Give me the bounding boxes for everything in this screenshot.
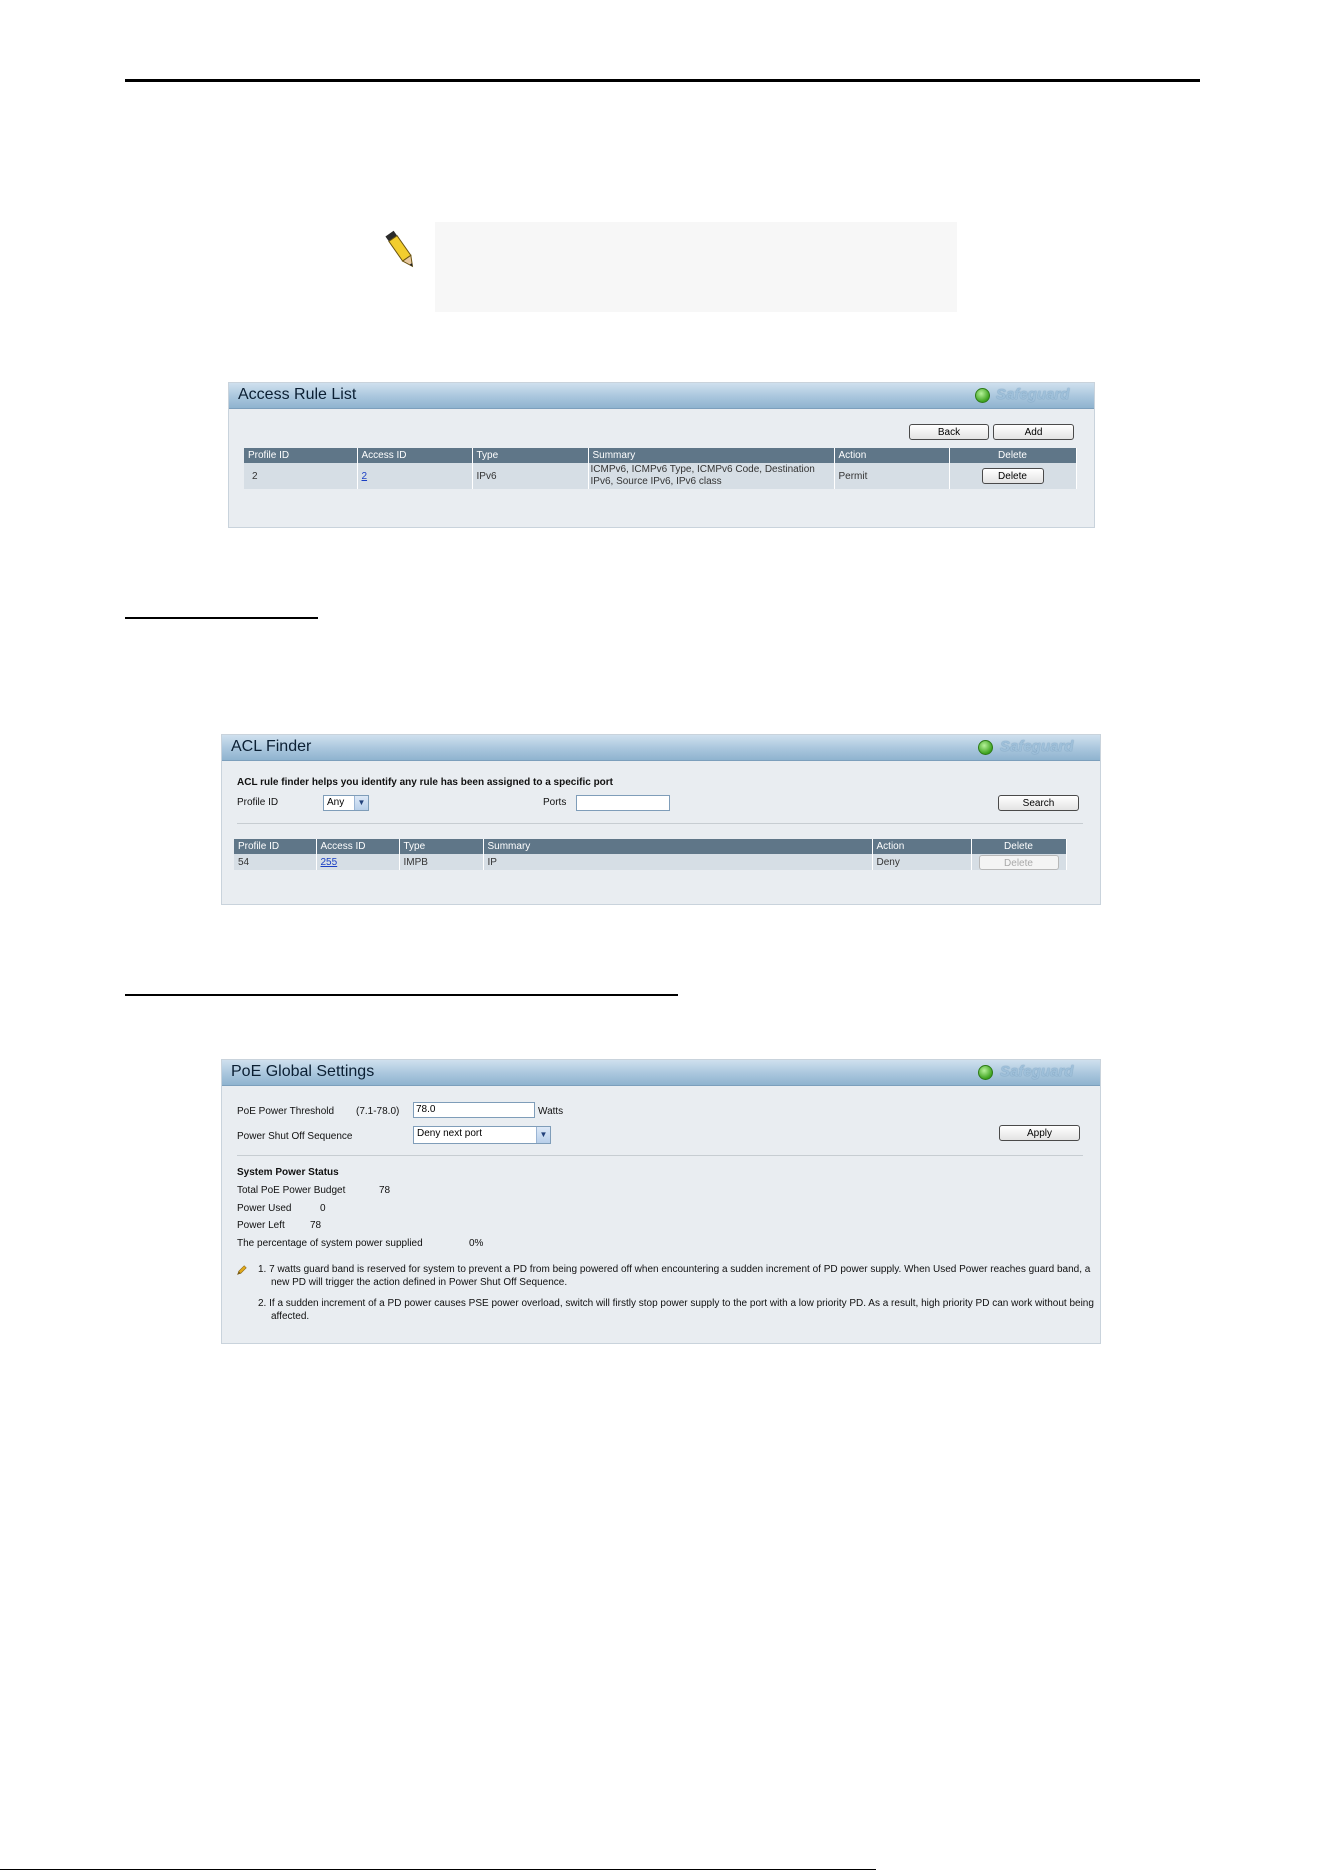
- back-button[interactable]: Back: [909, 424, 989, 440]
- cell-type: IMPB: [399, 854, 483, 870]
- table-row: [234, 854, 1066, 870]
- cell-action: Permit: [834, 463, 949, 489]
- safeguard-status-icon: [978, 1065, 993, 1080]
- col-delete: Delete: [971, 839, 1066, 854]
- pencil-icon: [383, 228, 419, 272]
- col-summary: Summary: [483, 839, 872, 854]
- threshold-label: PoE Power Threshold: [237, 1106, 335, 1117]
- cell-summary: ICMPv6, ICMPv6 Type, ICMPv6 Code, Destination IPv6, Source IPv6, IPv6 class: [588, 463, 834, 489]
- left-label: Power Left: [237, 1220, 285, 1231]
- col-type: Type: [472, 448, 588, 463]
- pencil-icon: [235, 1265, 247, 1277]
- safeguard-label: Safeguard: [1000, 1063, 1074, 1080]
- col-profile-id: Profile ID: [244, 448, 357, 463]
- profile-id-select[interactable]: [323, 795, 369, 811]
- threshold-unit: Watts: [538, 1106, 564, 1117]
- delete-button[interactable]: Delete: [982, 468, 1044, 484]
- acl-finder-panel: [221, 734, 1101, 905]
- panel-title: Access Rule List: [238, 386, 357, 403]
- budget-label: Total PoE Power Budget: [237, 1185, 346, 1196]
- section-underline: [125, 617, 318, 619]
- threshold-range: (7.1-78.0): [356, 1106, 400, 1117]
- col-action: Action: [834, 448, 949, 463]
- col-action: Action: [872, 839, 971, 854]
- profile-id-value: Any: [327, 797, 345, 808]
- col-summary: Summary: [588, 448, 834, 463]
- status-heading: System Power Status: [237, 1167, 339, 1178]
- table-row: [244, 463, 1076, 489]
- panel-header: [229, 383, 1094, 409]
- add-button[interactable]: Add: [993, 424, 1074, 440]
- col-profile-id: Profile ID: [234, 839, 316, 854]
- cell-profile-id: 2: [244, 463, 357, 489]
- budget-value: 78: [379, 1185, 391, 1196]
- access-rule-list-panel: [228, 382, 1095, 528]
- page-top-rule: [125, 79, 1200, 82]
- col-type: Type: [399, 839, 483, 854]
- percent-value: 0%: [469, 1238, 484, 1249]
- note-1: 1. 7 watts guard band is reserved for system to prevent a PD from being powered off when encountering a sudden increment of PD power supply. When Used Power reaches guard band, a new PD will trigger the action defined in Power Shut Off Sequence.: [258, 1264, 1091, 1288]
- threshold-input[interactable]: 78.0: [413, 1102, 535, 1118]
- col-delete: Delete: [949, 448, 1076, 463]
- col-access-id: Access ID: [357, 448, 472, 463]
- panel-title: PoE Global Settings: [231, 1063, 375, 1080]
- poe-global-settings-panel: [221, 1059, 1101, 1344]
- table-header-row: [244, 448, 1076, 463]
- chevron-down-icon: ▼: [536, 1127, 550, 1143]
- apply-button[interactable]: Apply: [999, 1125, 1080, 1141]
- divider: [237, 1155, 1083, 1156]
- profile-id-label: Profile ID: [237, 797, 279, 808]
- finder-description: ACL rule finder helps you identify any rule has been assigned to a specific port: [237, 777, 614, 788]
- access-rule-table: [244, 448, 1077, 489]
- shutoff-label: Power Shut Off Sequence: [237, 1131, 353, 1142]
- ports-input[interactable]: [576, 795, 670, 811]
- divider: [237, 823, 1083, 824]
- safeguard-status-icon: [975, 388, 990, 403]
- cell-action: Deny: [872, 854, 971, 870]
- cell-delete: [971, 854, 1066, 870]
- note-2: 2. If a sudden increment of a PD power causes PSE power overload, switch will firstly stop power supply to the port with a low priority PD. As a result, high priority PD can work without being affected.: [258, 1298, 1094, 1322]
- cell-profile-id: 54: [234, 854, 316, 870]
- panel-header: [222, 1060, 1100, 1086]
- access-id-link[interactable]: 2: [361, 470, 368, 482]
- left-value: 78: [310, 1220, 322, 1231]
- shutoff-select[interactable]: [413, 1126, 551, 1144]
- access-id-link[interactable]: 255: [320, 856, 338, 868]
- delete-button[interactable]: Delete: [979, 855, 1059, 870]
- table-header-row: [234, 839, 1066, 854]
- safeguard-label: Safeguard: [996, 386, 1070, 403]
- search-button[interactable]: Search: [998, 795, 1079, 811]
- acl-finder-table: [234, 839, 1067, 870]
- panel-header: [222, 735, 1100, 761]
- ports-label: Ports: [543, 797, 567, 808]
- safeguard-status-icon: [978, 740, 993, 755]
- cell-type: IPv6: [472, 463, 588, 489]
- cell-delete: [949, 463, 1076, 489]
- chevron-down-icon: ▼: [354, 796, 368, 810]
- panel-title: ACL Finder: [231, 738, 312, 755]
- shutoff-value: Deny next port: [417, 1128, 483, 1139]
- col-access-id: Access ID: [316, 839, 399, 854]
- used-label: Power Used: [237, 1203, 292, 1214]
- percent-label: The percentage of system power supplied: [237, 1238, 423, 1249]
- cell-summary: IP: [483, 854, 872, 870]
- section-underline: [125, 994, 678, 996]
- page-bottom-rule: [0, 1869, 876, 1870]
- cell-access-id: [357, 463, 472, 489]
- used-value: 0: [320, 1203, 326, 1214]
- cell-access-id: [316, 854, 399, 870]
- note-box: [435, 222, 957, 312]
- safeguard-label: Safeguard: [1000, 738, 1074, 755]
